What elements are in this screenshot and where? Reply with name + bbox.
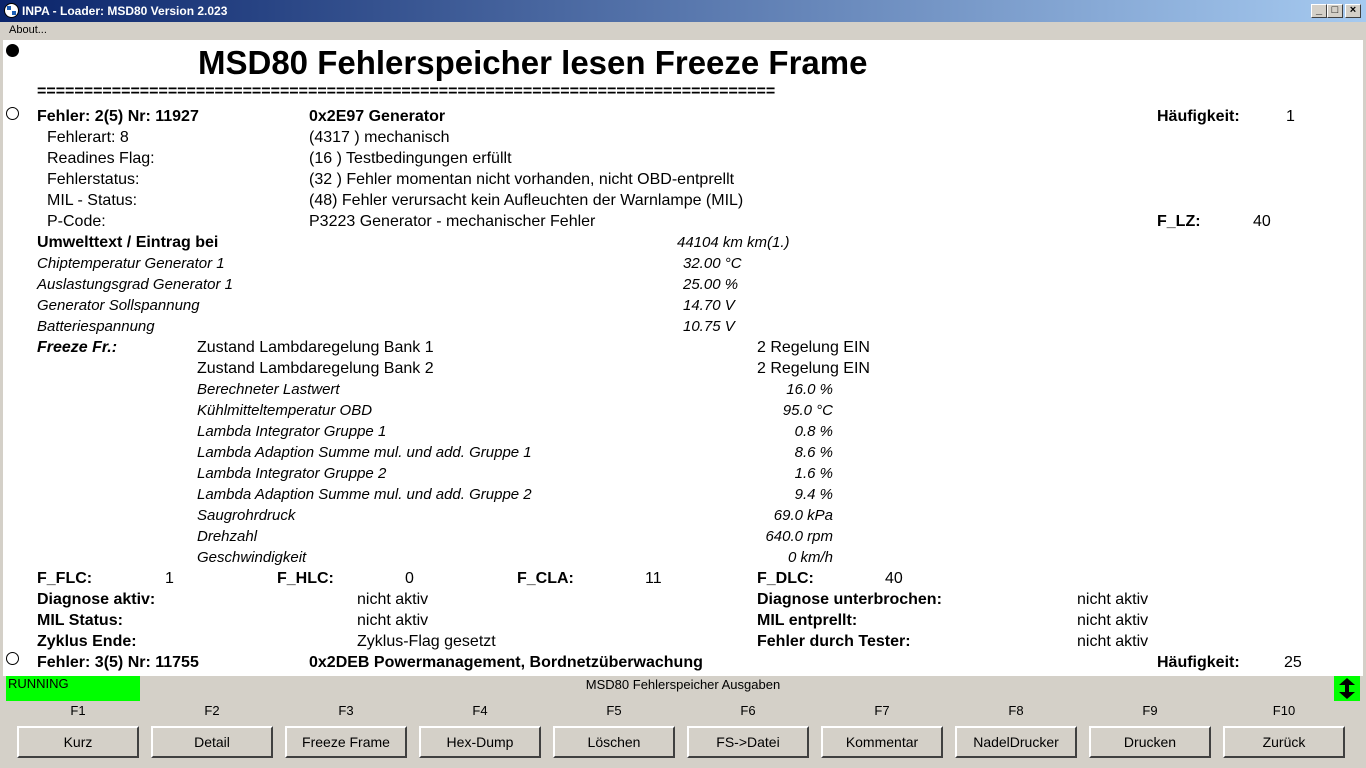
detail-label: Fehlerstatus: (47, 171, 140, 188)
freeze-value-item: 8.6 % (794, 444, 833, 461)
flz-label: F_LZ: (1157, 213, 1201, 230)
detail-value: (4317 ) mechanisch (309, 129, 450, 146)
freeze-label-item: Lambda Adaption Summe mul. und add. Gruppe 2 (197, 486, 532, 503)
freeze-value-item: 69.0 kPa (773, 507, 833, 524)
fkey-button-f8[interactable]: NadelDrucker (955, 726, 1077, 758)
status-text: MSD80 Fehlerspeicher Ausgaben (585, 677, 781, 692)
radio-selected[interactable] (6, 44, 19, 57)
detail-label: P-Code: (47, 213, 106, 230)
freeze-value-item: 640.0 rpm (765, 528, 833, 545)
detail-value: P3223 Generator - mechanischer Fehler (309, 213, 596, 230)
fault-1-head: Fehler: 2(5) Nr: 11927 (37, 108, 199, 125)
detail-label: MIL - Status: (47, 192, 138, 209)
page-title: MSD80 Fehlerspeicher lesen Freeze Frame (198, 44, 868, 81)
env-label: Chiptemperatur Generator 1 (37, 255, 225, 272)
fkey-label-f6: F6 (740, 703, 756, 718)
freeze-label-item: Zustand Lambdaregelung Bank 1 (197, 339, 434, 356)
fkey-button-f2[interactable]: Detail (151, 726, 273, 758)
umwelt-label: Umwelttext / Eintrag bei (37, 234, 219, 251)
counter-value: 0 (405, 570, 414, 587)
diag-value: nicht aktiv (1077, 612, 1149, 629)
counter-value: 11 (645, 570, 662, 587)
detail-label: Readines Flag: (47, 150, 155, 167)
haeufigkeit-value: 1 (1286, 108, 1295, 125)
env-value: 25.00 % (683, 276, 739, 293)
diag-value: nicht aktiv (357, 612, 429, 629)
freeze-label-item: Kühlmitteltemperatur OBD (197, 402, 373, 419)
freeze-value-item: 9.4 % (794, 486, 833, 503)
counter-label: F_HLC: (277, 570, 334, 587)
counter-value: 40 (885, 570, 903, 587)
fkey-label-f1: F1 (70, 703, 86, 718)
detail-label: Fehlerart: 8 (47, 129, 129, 146)
freeze-value-item: 0 km/h (787, 549, 833, 566)
fkey-label-f7: F7 (874, 703, 890, 718)
env-label: Generator Sollspannung (37, 297, 200, 314)
menu-bar (0, 22, 1366, 40)
output-area (3, 40, 1363, 676)
env-label: Auslastungsgrad Generator 1 (37, 276, 233, 293)
haeufigkeit-label: Häufigkeit: (1157, 108, 1240, 125)
env-value: 10.75 V (683, 318, 735, 335)
separator-line: =============================================================================== (37, 83, 776, 100)
fkey-label-f2: F2 (204, 703, 220, 718)
menu-about[interactable]: About... (9, 24, 47, 36)
diag-label: MIL Status: (37, 612, 123, 629)
fkey-label-f3: F3 (338, 703, 354, 718)
close-button[interactable]: × (1345, 4, 1361, 18)
counter-label: F_CLA: (517, 570, 574, 587)
maximize-button[interactable]: □ (1327, 4, 1343, 18)
freeze-label-item: Lambda Integrator Gruppe 1 (197, 423, 387, 440)
up-down-arrow-icon[interactable] (1334, 676, 1360, 701)
diag-label: Diagnose unterbrochen: (757, 591, 942, 608)
env-value: 14.70 V (683, 297, 735, 314)
diag-value: nicht aktiv (1077, 591, 1149, 608)
diag-label: Diagnose aktiv: (37, 591, 156, 608)
fkey-label-f5: F5 (606, 703, 622, 718)
detail-value: (48) Fehler verursacht kein Aufleuchten der Warnlampe (MIL) (309, 192, 744, 209)
diag-label: MIL entprellt: (757, 612, 858, 629)
freeze-value-item: 16.0 % (786, 381, 833, 398)
env-value: 32.00 °C (683, 255, 742, 272)
fkey-button-f4[interactable]: Hex-Dump (419, 726, 541, 758)
fault-2-head: Fehler: 3(5) Nr: 11755 (37, 654, 199, 671)
freeze-value-item: 2 Regelung EIN (757, 360, 870, 377)
freeze-value-item: 1.6 % (794, 465, 833, 482)
freeze-label-item: Saugrohrdruck (197, 507, 296, 524)
fkey-button-f10[interactable]: Zurück (1223, 726, 1345, 758)
haeufigkeit-2-label: Häufigkeit: (1157, 654, 1240, 671)
freeze-value-item: 0.8 % (794, 423, 833, 440)
diag-value: nicht aktiv (1077, 633, 1149, 650)
running-indicator: RUNNING (6, 676, 140, 701)
counter-value: 1 (165, 570, 174, 587)
freeze-label-item: Berechneter Lastwert (197, 381, 340, 398)
diag-label: Zyklus Ende: (37, 633, 137, 650)
fault-radio-1[interactable] (6, 107, 19, 120)
bmw-logo-icon (4, 3, 19, 18)
diag-label: Fehler durch Tester: (757, 633, 911, 650)
fkey-button-f7[interactable]: Kommentar (821, 726, 943, 758)
fault-radio-2[interactable] (6, 652, 19, 665)
diag-value: Zyklus-Flag gesetzt (357, 633, 496, 650)
freeze-label-item: Zustand Lambdaregelung Bank 2 (197, 360, 434, 377)
fkey-button-f6[interactable]: FS->Datei (687, 726, 809, 758)
fkey-label-f10: F10 (1272, 703, 1296, 718)
counter-label: F_DLC: (757, 570, 814, 587)
fkey-button-f5[interactable]: Löschen (553, 726, 675, 758)
freeze-label-item: Geschwindigkeit (197, 549, 307, 566)
freeze-label-item: Lambda Integrator Gruppe 2 (197, 465, 387, 482)
fkey-label-f4: F4 (472, 703, 488, 718)
detail-value: (16 ) Testbedingungen erfüllt (309, 150, 512, 167)
title-bar[interactable] (0, 0, 1366, 22)
umwelt-value: 44104 km km(1.) (677, 234, 790, 251)
freeze-label-item: Drehzahl (197, 528, 258, 545)
function-key-bar (0, 702, 1366, 768)
window-title: INPA - Loader: MSD80 Version 2.023 (22, 4, 228, 18)
fault-2-code: 0x2DEB Powermanagement, Bordnetzüberwachung (309, 654, 703, 671)
minimize-button[interactable]: _ (1311, 4, 1327, 18)
freeze-label: Freeze Fr.: (37, 339, 118, 356)
counter-label: F_FLC: (37, 570, 93, 587)
freeze-label-item: Lambda Adaption Summe mul. und add. Gruppe 1 (197, 444, 532, 461)
fkey-button-f3[interactable]: Freeze Frame (285, 726, 407, 758)
haeufigkeit-2-value: 25 (1284, 654, 1302, 671)
flz-value: 40 (1253, 213, 1271, 230)
fault-1-code: 0x2E97 Generator (309, 108, 446, 125)
fkey-button-f1[interactable]: Kurz (17, 726, 139, 758)
fkey-button-f9[interactable]: Drucken (1089, 726, 1211, 758)
fkey-label-f8: F8 (1008, 703, 1024, 718)
diag-value: nicht aktiv (357, 591, 429, 608)
freeze-value-item: 2 Regelung EIN (757, 339, 870, 356)
status-bar (3, 676, 1363, 702)
env-label: Batteriespannung (37, 318, 155, 335)
freeze-value-item: 95.0 °C (782, 402, 833, 419)
detail-value: (32 ) Fehler momentan nicht vorhanden, nicht OBD-entprellt (309, 171, 735, 188)
fkey-label-f9: F9 (1142, 703, 1158, 718)
